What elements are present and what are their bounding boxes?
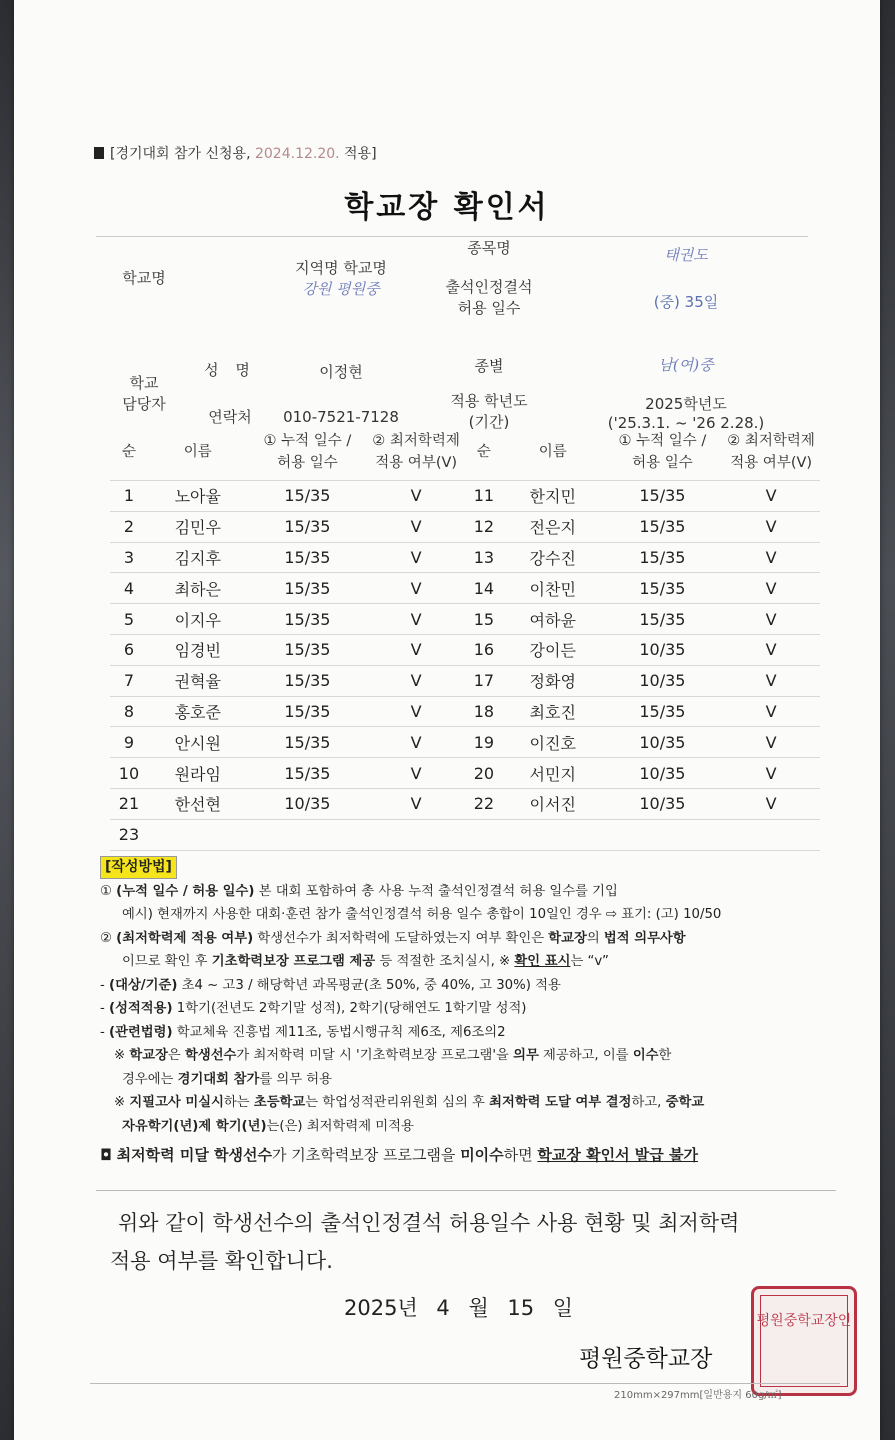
- info-table: [96, 236, 808, 438]
- method-line-9: 경우에는 경기대회 참가를 의무 허용: [122, 1071, 332, 1087]
- official-seal-stamp: 평원중학교장인: [751, 1286, 857, 1396]
- method-line-8: ※ 학교장은 학생선수가 최저학력 미달 시 '기초학력보장 프로그램'을 의무 제공하고, 이를 이수한: [114, 1048, 672, 1063]
- confirmation-statement: 위와 같이 학생선수의 출석인정결석 허용일수 사용 현황 및 최저학력 적용 여부를 확인합니다.: [110, 1211, 740, 1273]
- table-row: 5 이지우 15/35 V 15 여하윤 15/35 V: [110, 604, 820, 635]
- page-title: 학교장 확인서: [344, 190, 550, 225]
- writing-method-section: [100, 856, 840, 1168]
- table-row: 1 노아율 15/35 V 11 한지민 15/35 V: [110, 481, 820, 512]
- sport-allow-values: [564, 237, 808, 319]
- table-row: 7 권혁율 15/35 V 17 정화영 10/35 V: [110, 665, 820, 696]
- allow-value: (중) 35일: [653, 292, 719, 311]
- roster-header-row: 순 이름 ① 누적 일수 / 허용 일수 ② 최저학력제 적용 여부(V) 순 이름 ① 누적 일수 / 허용 일수 ② 최저학력제 적용 여부(V): [110, 424, 820, 481]
- square-bullet-icon: [94, 147, 104, 159]
- table-row: 21 한선현 10/35 V 22 이서진 10/35 V: [110, 788, 820, 819]
- sport-allow-labels: 종목명 출석인정결석 허용 일수: [445, 239, 533, 317]
- header-note: [경기대회 참가 신청용, 2024.12.20. 적용]: [94, 143, 377, 163]
- student-roster-table: [110, 424, 820, 851]
- document-sheet: [14, 0, 880, 1440]
- teacher-sub-labels: 성 명 연락처: [204, 361, 256, 426]
- teacher-phone: 010-7521-7128: [283, 407, 399, 426]
- method-line-11: 자유학기(년)제 학기(년)는(은) 최저학력제 미적용: [122, 1118, 414, 1134]
- background-left-edge: [0, 0, 14, 1440]
- table-row: 6 임경빈 15/35 V 16 강이든 10/35 V: [110, 634, 820, 665]
- method-line-1: ① (누적 일수 / 허용 일수) 본 대회 포함하여 총 사용 누적 출석인정결석 허용 일수를 기입: [100, 883, 618, 899]
- divider-line: [96, 1190, 836, 1191]
- method-line-5: - (대상/기준) 초4 ~ 고3 / 해당학년 과목평균(초 50%, 중 40%, 고 30%) 적용: [100, 977, 561, 993]
- table-row: 2 김민우 15/35 V 12 전은지 15/35 V: [110, 511, 820, 542]
- gender-year-labels: 종별 적용 학년도 (기간): [450, 356, 528, 431]
- header-date: 2024.12.20.: [254, 146, 340, 162]
- school-label: 학교명: [122, 269, 166, 287]
- method-line-12: ◘ 최저학력 미달 학생선수가 기초학력보장 프로그램을 미이수하면 학교장 확인서 발급 불가: [100, 1146, 698, 1164]
- sport-value: 태권도: [664, 245, 708, 264]
- school-cell: 지역명 학교명 강원 평원중: [268, 237, 414, 319]
- method-line-6: - (성적적용) 1학기(전년도 2학기말 성적), 2학기(당해연도 1학기말 성적): [100, 1001, 527, 1016]
- method-line-10: ※ 지필고사 미실시하는 초등학교는 학업성적관리위원회 심의 후 최저학력 도달 여부 결정하고, 중학교: [114, 1095, 705, 1110]
- principal-signature: 평원중학교장: [579, 1346, 713, 1372]
- school-value: 강원 평원중: [302, 279, 380, 298]
- method-line-3: ② (최저학력제 적용 여부) 학생선수가 최저학력에 도달하였는지 여부 확인은 학교장의 법적 의무사항: [100, 930, 686, 946]
- table-row: 3 김지후 15/35 V 13 강수진 15/35 V: [110, 542, 820, 573]
- table-row: 23: [110, 819, 820, 850]
- background-right-edge: [880, 0, 895, 1440]
- table-row: 10 원라임 15/35 V 20 서민지 10/35 V: [110, 758, 820, 789]
- period-value: ('25.3.1. ~ '26 2.28.): [607, 414, 765, 432]
- issue-date: 2025년 4 월 15 일: [344, 1296, 574, 1320]
- method-line-7: - (관련법령) 학교체육 진흥법 제11조, 동법시행규칙 제6조, 제6조의2: [100, 1024, 506, 1040]
- gender-value: 남(여)중: [658, 356, 714, 374]
- table-row: 8 홍호준 15/35 V 18 최호진 15/35 V: [110, 696, 820, 727]
- teacher-name: 이정현: [319, 362, 363, 381]
- method-line-2: 예시) 현재까지 사용한 대회·훈련 참가 출석인정결석 허용 일수 총합이 10일인 경우 ⇨ 표기: (고) 10/50: [122, 907, 722, 922]
- method-line-4: 이므로 확인 후 기초학력보장 프로그램 제공 등 적절한 조치실시, ※ 확인 표시는 “v”: [122, 954, 609, 969]
- table-row: 9 안시원 15/35 V 19 이진호 10/35 V: [110, 727, 820, 758]
- bottom-divider: [90, 1383, 840, 1384]
- teacher-label: 학교 담당자: [122, 374, 166, 413]
- year-value: 2025학년도: [645, 395, 727, 413]
- table-row: 4 최하은 15/35 V 14 이찬민 15/35 V: [110, 573, 820, 604]
- paper-size-note: 210mm×297mm[일반용지 60g/㎡]: [614, 1390, 782, 1401]
- method-tag: [작성방법]: [100, 856, 177, 879]
